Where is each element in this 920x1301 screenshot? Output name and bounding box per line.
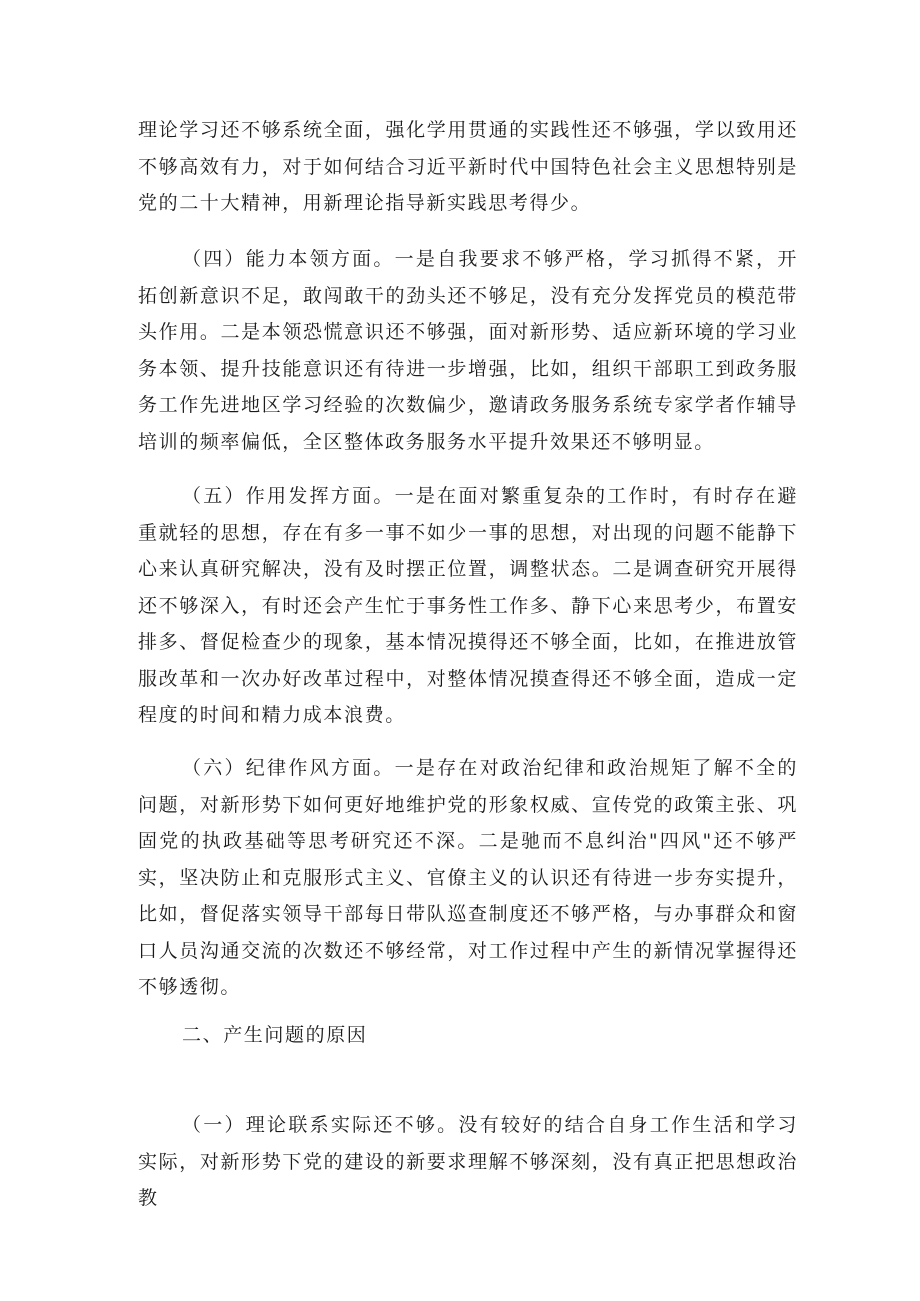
paragraph-theory-practice: （一）理论联系实际还不够。没有较好的结合自身工作生活和学习实际，对新形势下党的建设的新要求理解不够深刻，没有真正把思想政治教 xyxy=(138,1114,798,1209)
paragraph-theory-study-continuation: 理论学习还不够系统全面，强化学用贯通的实践性还不够强，学以致用还不够高效有力，对于如何结合习近平新时代中国特色社会主义思想特别是党的二十大精神，用新理论指导新实践思考得少。 xyxy=(138,119,798,214)
paragraph-discipline-section: （六）纪律作风方面。一是存在对政治纪律和政治规矩了解不全的问题，对新形势下如何更好地维护党的形象权威、宣传党的政策主张、巩固党的执政基础等思考研究还不深。二是驰而不息纠治"四风"还不够严实，坚决防止和克服形式主义、官僚主义的认识还有待进一步夯实提升，比如，督促落实领导干部每日带队巡查制度还不够严格，与办事群众和窗口人员沟通交流的次数还不够经常，对工作过程中产生的新情况掌握得还不够透彻。 xyxy=(138,757,798,998)
section-heading-causes: 二、产生问题的原因 xyxy=(182,1024,368,1046)
paragraph-ability-section: （四）能力本领方面。一是自我要求不够严格，学习抓得不紧，开拓创新意识不足，敢闯敢干的劲头还不够足，没有充分发挥党员的模范带头作用。二是本领恐慌意识还不够强，面对新形势、适应新环境的学习业务本领、提升技能意识还有待进一步增强，比如，组织干部职工到政务服务工作先进地区学习经验的次数偏少，邀请政务服务系统专家学者作辅导培训的频率偏低，全区整体政务服务水平提升效果还不够明显。 xyxy=(138,248,798,453)
paragraph-role-section: （五）作用发挥方面。一是在面对繁重复杂的工作时，有时存在避重就轻的思想，存在有多一事不如少一事的思想，对出现的问题不能静下心来认真研究解决，没有及时摆正位置，调整状态。二是调查研究开展得还不够深入，有时还会产生忙于事务性工作多、静下心来思考少，布置安排多、督促检查少的现象，基本情况摸得还不够全面，比如，在推进放管服改革和一次办好改革过程中，对整体情况摸查得还不够全面，造成一定程度的时间和精力成本浪费。 xyxy=(138,485,798,726)
